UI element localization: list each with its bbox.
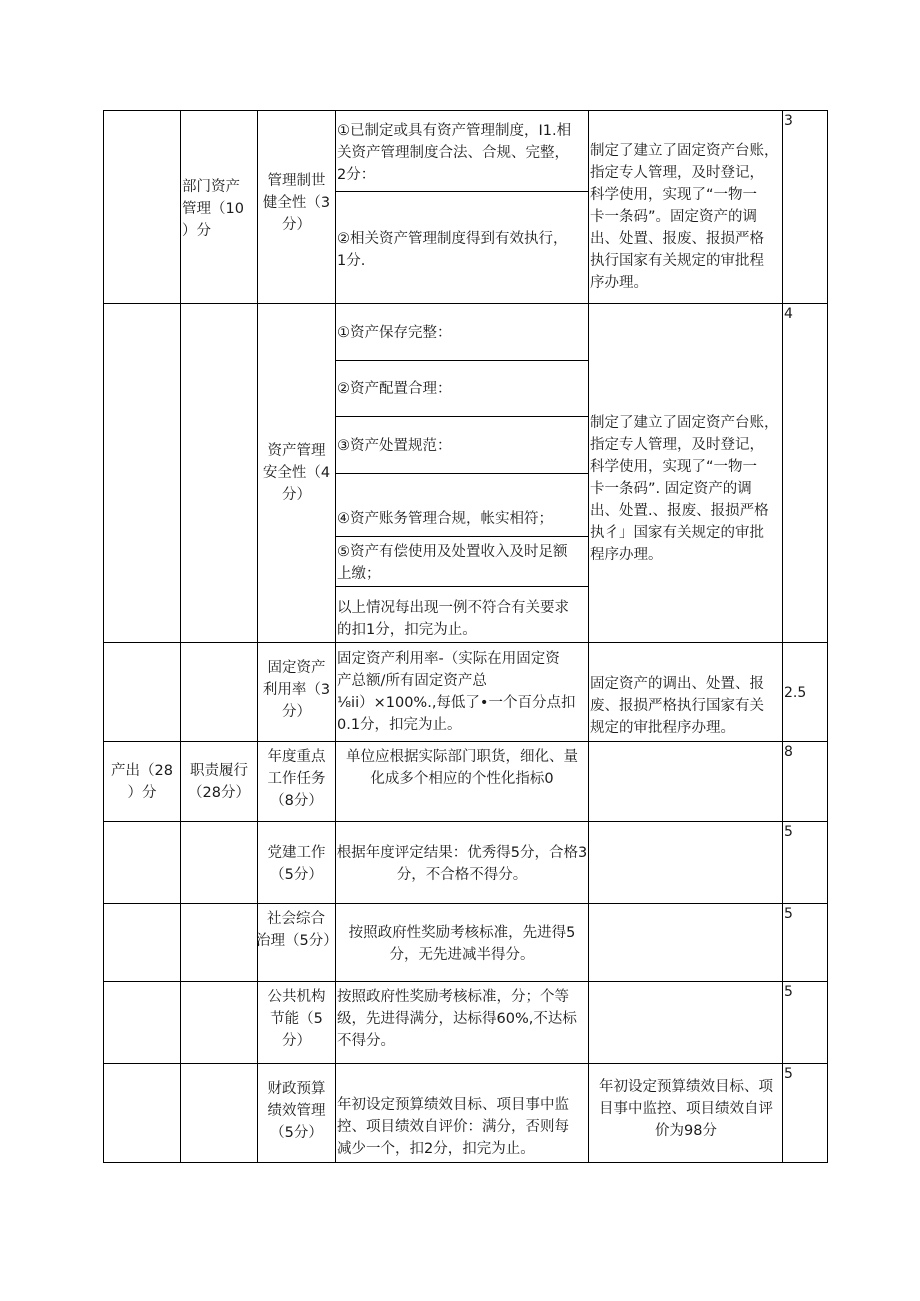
result-text: 制定了建立了固定资产台账， 指定专人管理，及时登记， 科学使用，实现了“一物一 卡一条码”. 固定资产的调 出、处置.、报废、报损严格 执彳」国家有关规定的审批 程序办理。 — [590, 415, 779, 563]
criteria-text: 单位应根据实际部门职货，细化、量 化成多个相应的个性化指标0 — [346, 749, 578, 787]
score-value: 5 — [784, 906, 793, 922]
criteria-text: 以上情况每出现一例不符合有关要求 的扣1分，扣完为止。 — [337, 600, 569, 638]
score-value: 5 — [784, 984, 793, 1000]
score-value: 5 — [784, 1066, 793, 1082]
subcategory-label: 职责履行 （28分） — [188, 763, 250, 801]
indicator-label: 资产管理 安全性（4 分） — [262, 443, 331, 503]
criteria-text: 年初设定预算绩效目标、项目事中监 控、项目绩效自评价：满分，否则每 减少一个，扣2分，扣完为止。 — [337, 1097, 569, 1157]
criteria-text: ③资产处置规范： — [337, 438, 452, 454]
score-value: 3 — [784, 113, 793, 129]
category-label: 产出（28 ）分 — [111, 763, 173, 801]
row-divider — [103, 303, 828, 304]
result-text: 制定了建立了固定资产台账， 指定专人管理，及时登记， 科学使用，实现了“一物一 卡一条码”。固定资产的调 出、处置、报废、报损严格 执行国家有关规定的审批程 序办理。 — [590, 143, 779, 291]
row-divider — [336, 360, 588, 361]
row-divider — [336, 473, 588, 474]
criteria-text: 按照政府性奖励考核标准，先进得5 分，无先进减半得分。 — [348, 925, 576, 963]
criteria-text: ⑤资产有偿使用及处置收入及时足额 上缴； — [337, 544, 568, 582]
indicator-label: 党建工作 （5分） — [267, 845, 326, 883]
criteria-text: 固定资产利用率-（实际在用固定资 产总额/所有固定资产总 ⅛ii）×100%.,每低了•一个百分点扣 0.1分，扣完为止。 — [337, 651, 576, 733]
score-value: 2.5 — [784, 685, 807, 701]
indicator-label: 固定资产 利用率（3 分） — [262, 660, 331, 720]
row-divider — [336, 191, 588, 192]
indicator-label: 财政预算 绩效管理 （5分） — [267, 1081, 326, 1141]
row-divider — [103, 981, 828, 982]
criteria-text: ①资产保存完整： — [337, 325, 452, 341]
indicator-label: 年度重点 工作任务 （8分） — [267, 749, 326, 809]
criteria-text: 根据年度评定结果：优秀得5分，合格3 分，不合格不得分。 — [336, 845, 588, 883]
column-divider — [180, 110, 181, 1163]
indicator-label: 公共机构 节能（5 分） — [267, 989, 326, 1049]
table-border — [103, 1162, 828, 1163]
criteria-text: 按照政府性奖励考核标准，分；个等 级，先进得满分，达标得60%,不达标 不得分。 — [337, 989, 577, 1049]
table-border — [827, 110, 828, 1163]
row-divider — [103, 642, 828, 643]
table-border — [103, 110, 104, 1163]
criteria-text: ②资产配置合理： — [337, 381, 452, 397]
indicator-label: 管理制世 健全性（3 分） — [262, 173, 331, 233]
criteria-text: ①已制定或具有资产管理制度，I1.相 关资产管理制度合法、合规、完整， 2分： — [337, 123, 572, 183]
table-border — [103, 110, 828, 111]
score-value: 8 — [784, 744, 793, 760]
row-divider — [103, 741, 828, 742]
row-divider — [336, 586, 588, 587]
column-divider — [335, 110, 336, 1163]
row-divider — [103, 903, 828, 904]
row-divider — [103, 821, 828, 822]
indicator-label: 社会综合 治理（5分） — [256, 911, 338, 949]
score-value: 4 — [784, 306, 793, 322]
category-label: 部门资产 管理（10 ）分 — [182, 179, 244, 239]
result-text: 年初设定预算绩效目标、项 目事中监控、项目绩效自评 价为98分 — [599, 1079, 773, 1139]
criteria-text: ④资产账务管理合规，帐实相符； — [337, 511, 553, 527]
row-divider — [336, 536, 588, 537]
result-text: 固定资产的调出、处置、报 废、报损严格执行国家有关 规定的审批程序办理。 — [590, 676, 764, 736]
criteria-text: ②相关资产管理制度得到有效执行， 1分. — [337, 231, 568, 269]
score-value: 5 — [784, 824, 793, 840]
row-divider — [336, 416, 588, 417]
row-divider — [103, 1063, 828, 1064]
